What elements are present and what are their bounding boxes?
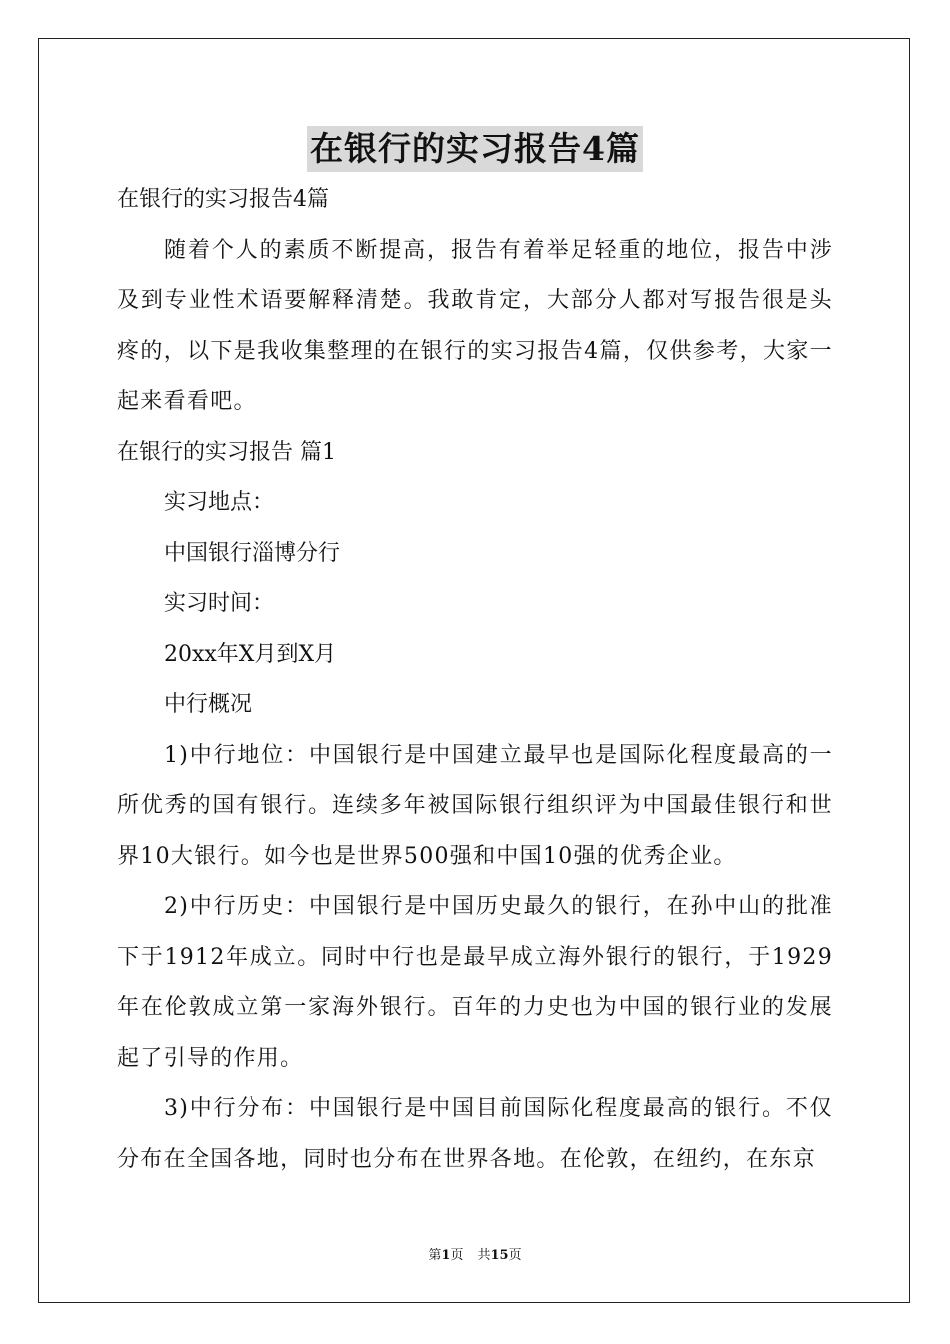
section-heading: 在银行的实习报告 篇1 [117, 439, 336, 465]
page-footer [0, 1246, 950, 1266]
time-label: 实习时间： [164, 591, 275, 616]
location-label: 实习地点： [164, 490, 275, 515]
footer-page-prefix: 第 [428, 1248, 442, 1263]
paragraph-status: 1)中行地位：中国银行是中国建立最早也是国际化程度最高的一所优秀的国有银行。连续多年被国际银行组织评为中国最佳银行和世界10大银行。如今也是世界500强和中国10强的优秀企业。 [117, 742, 833, 869]
footer-page-current: 1 [441, 1248, 451, 1263]
intro-paragraph: 随着个人的素质不断提高，报告有着举足轻重的地位，报告中涉及到专业性术语要解释清楚。我敢肯定，大部分人都对写报告很是头疼的，以下是我收集整理的在银行的实习报告4篇，仅供参考，大家一起来看看吧。 [117, 237, 833, 414]
footer-total-unit: 页 [508, 1248, 522, 1263]
footer-total-prefix: 共 [477, 1248, 491, 1263]
paragraph-distribution: 3)中行分布：中国银行是中国目前国际化程度最高的银行。不仅分布在全国各地，同时也分布在世界各地。在伦敦，在纽约，在东京 [117, 1096, 833, 1172]
paragraph-history: 2)中行历史：中国银行是中国历史最久的银行，在孙中山的批准下于1912年成立。同时中行也是最早成立海外银行的银行，于1929年在伦敦成立第一家海外银行。百年的力史也为中国的银行业的发展起了引导的作用。 [117, 894, 833, 1071]
location-value: 中国银行淄博分行 [164, 540, 341, 566]
footer-page-total: 15 [490, 1248, 509, 1263]
time-value: 20xx年X月到X月 [164, 641, 337, 667]
document-body [117, 175, 833, 1185]
title-container [0, 126, 950, 172]
overview-heading: 中行概况 [164, 692, 253, 717]
footer-page-unit: 页 [450, 1248, 464, 1263]
document-title: 在银行的实习报告4篇 [307, 126, 643, 172]
document-subtitle: 在银行的实习报告4篇 [117, 187, 329, 212]
